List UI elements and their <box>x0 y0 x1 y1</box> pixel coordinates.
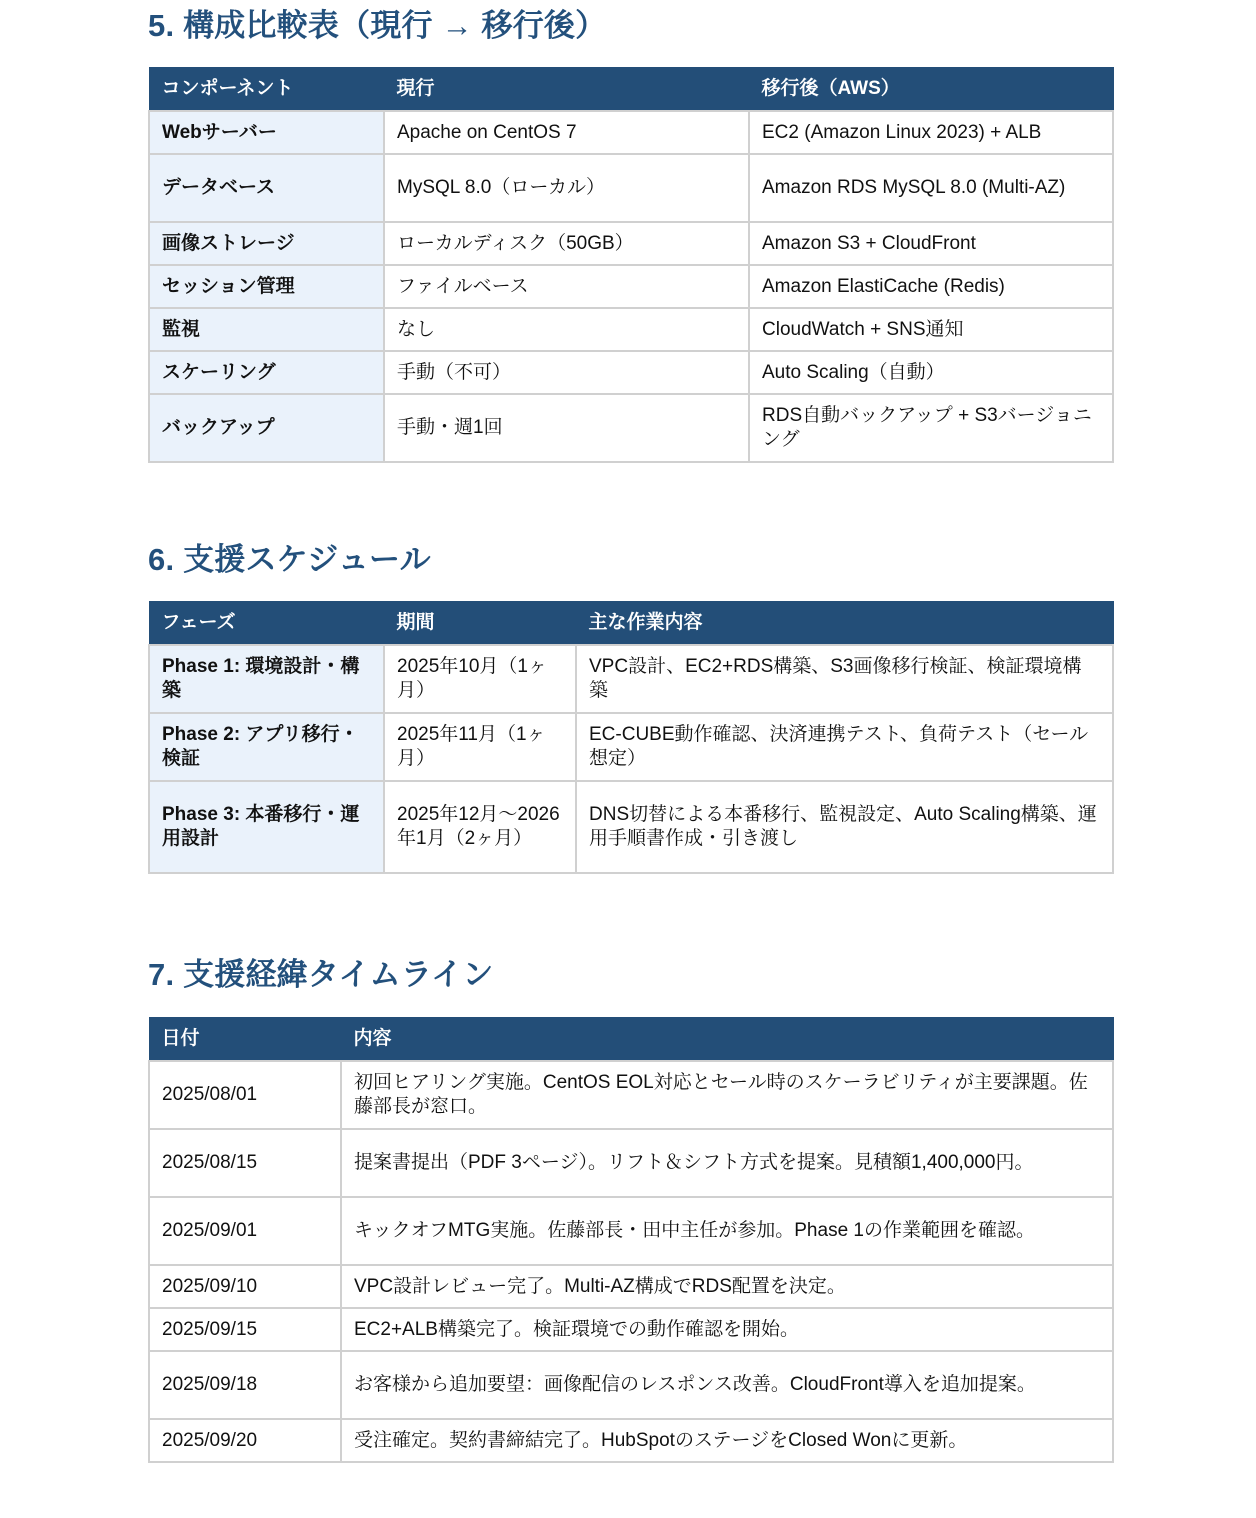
section-timeline <box>148 955 1112 1463</box>
table-row <box>149 1129 1113 1197</box>
comparison-table <box>148 67 1114 463</box>
period-cell: 2025年11月（1ヶ月） <box>384 713 576 781</box>
date-cell: 2025/08/15 <box>149 1129 341 1197</box>
table-row <box>149 713 1113 781</box>
content-cell: VPC設計レビュー完了。Multi-AZ構成でRDS配置を決定。 <box>341 1265 1113 1308</box>
section-title: 7. 支援経緯タイムライン <box>148 957 494 992</box>
table-row <box>149 1061 1113 1129</box>
table-header-row <box>149 68 1113 112</box>
content-cell: 受注確定。契約書締結完了。HubSpotのステージをClosed Wonに更新。 <box>341 1419 1113 1462</box>
schedule-table <box>148 601 1114 874</box>
table-row <box>149 1265 1113 1308</box>
content-cell: 提案書提出（PDF 3ページ）。リフト＆シフト方式を提案。見積額1,400,000円。 <box>341 1129 1113 1197</box>
table-header-row <box>149 602 1113 646</box>
phase-cell: Phase 1: 環境設計・構築 <box>149 645 384 713</box>
aws-cell: Amazon ElastiCache (Redis) <box>749 265 1113 308</box>
table-row <box>149 154 1113 222</box>
date-cell: 2025/09/10 <box>149 1265 341 1308</box>
table-row <box>149 308 1113 351</box>
aws-cell: Auto Scaling（自動） <box>749 351 1113 394</box>
content-cell: お客様から追加要望：画像配信のレスポンス改善。CloudFront導入を追加提案。 <box>341 1351 1113 1419</box>
current-cell: ファイルベース <box>384 265 749 308</box>
column-header: 移行後（AWS） <box>749 68 1113 112</box>
date-cell: 2025/09/20 <box>149 1419 341 1462</box>
table-row <box>149 394 1113 462</box>
section-title: 6. 支援スケジュール <box>148 542 431 577</box>
date-cell: 2025/09/18 <box>149 1351 341 1419</box>
table-row <box>149 222 1113 265</box>
component-cell: 画像ストレージ <box>149 222 384 265</box>
phase-cell: Phase 3: 本番移行・運用設計 <box>149 781 384 873</box>
current-cell: Apache on CentOS 7 <box>384 111 749 154</box>
date-cell: 2025/09/15 <box>149 1308 341 1351</box>
column-header: コンポーネント <box>149 68 384 112</box>
table-row <box>149 265 1113 308</box>
aws-cell: EC2 (Amazon Linux 2023) + ALB <box>749 111 1113 154</box>
component-cell: スケーリング <box>149 351 384 394</box>
table-row <box>149 1419 1113 1462</box>
table-row <box>149 1351 1113 1419</box>
column-header: 現行 <box>384 68 749 112</box>
current-cell: ローカルディスク（50GB） <box>384 222 749 265</box>
column-header: 主な作業内容 <box>576 602 1113 646</box>
aws-cell: RDS自動バックアップ + S3バージョニング <box>749 394 1113 462</box>
timeline-table <box>148 1017 1114 1463</box>
current-cell: なし <box>384 308 749 351</box>
component-cell: 監視 <box>149 308 384 351</box>
section-schedule <box>148 540 1112 874</box>
period-cell: 2025年10月（1ヶ月） <box>384 645 576 713</box>
table-row <box>149 1308 1113 1351</box>
tasks-cell: DNS切替による本番移行、監視設定、Auto Scaling構築、運用手順書作成・引き渡し <box>576 781 1113 873</box>
tasks-cell: EC-CUBE動作確認、決済連携テスト、負荷テスト（セール想定） <box>576 713 1113 781</box>
section-comparison <box>148 6 1112 463</box>
column-header: 内容 <box>341 1018 1113 1062</box>
date-cell: 2025/09/01 <box>149 1197 341 1265</box>
aws-cell: Amazon S3 + CloudFront <box>749 222 1113 265</box>
column-header: フェーズ <box>149 602 384 646</box>
table-row <box>149 645 1113 713</box>
table-row <box>149 1197 1113 1265</box>
column-header: 期間 <box>384 602 576 646</box>
table-row <box>149 111 1113 154</box>
component-cell: セッション管理 <box>149 265 384 308</box>
component-cell: Webサーバー <box>149 111 384 154</box>
table-header-row <box>149 1018 1113 1062</box>
aws-cell: CloudWatch + SNS通知 <box>749 308 1113 351</box>
column-header: 日付 <box>149 1018 341 1062</box>
table-row <box>149 351 1113 394</box>
content-cell: 初回ヒアリング実施。CentOS EOL対応とセール時のスケーラビリティが主要課題。佐藤部長が窓口。 <box>341 1061 1113 1129</box>
content-cell: キックオフMTG実施。佐藤部長・田中主任が参加。Phase 1の作業範囲を確認。 <box>341 1197 1113 1265</box>
component-cell: データベース <box>149 154 384 222</box>
section-title: 5. 構成比較表（現行 → 移行後） <box>148 8 607 43</box>
current-cell: 手動（不可） <box>384 351 749 394</box>
current-cell: MySQL 8.0（ローカル） <box>384 154 749 222</box>
aws-cell: Amazon RDS MySQL 8.0 (Multi-AZ) <box>749 154 1113 222</box>
date-cell: 2025/08/01 <box>149 1061 341 1129</box>
content-cell: EC2+ALB構築完了。検証環境での動作確認を開始。 <box>341 1308 1113 1351</box>
period-cell: 2025年12月〜2026年1月（2ヶ月） <box>384 781 576 873</box>
current-cell: 手動・週1回 <box>384 394 749 462</box>
tasks-cell: VPC設計、EC2+RDS構築、S3画像移行検証、検証環境構築 <box>576 645 1113 713</box>
phase-cell: Phase 2: アプリ移行・検証 <box>149 713 384 781</box>
component-cell: バックアップ <box>149 394 384 462</box>
table-row <box>149 781 1113 873</box>
